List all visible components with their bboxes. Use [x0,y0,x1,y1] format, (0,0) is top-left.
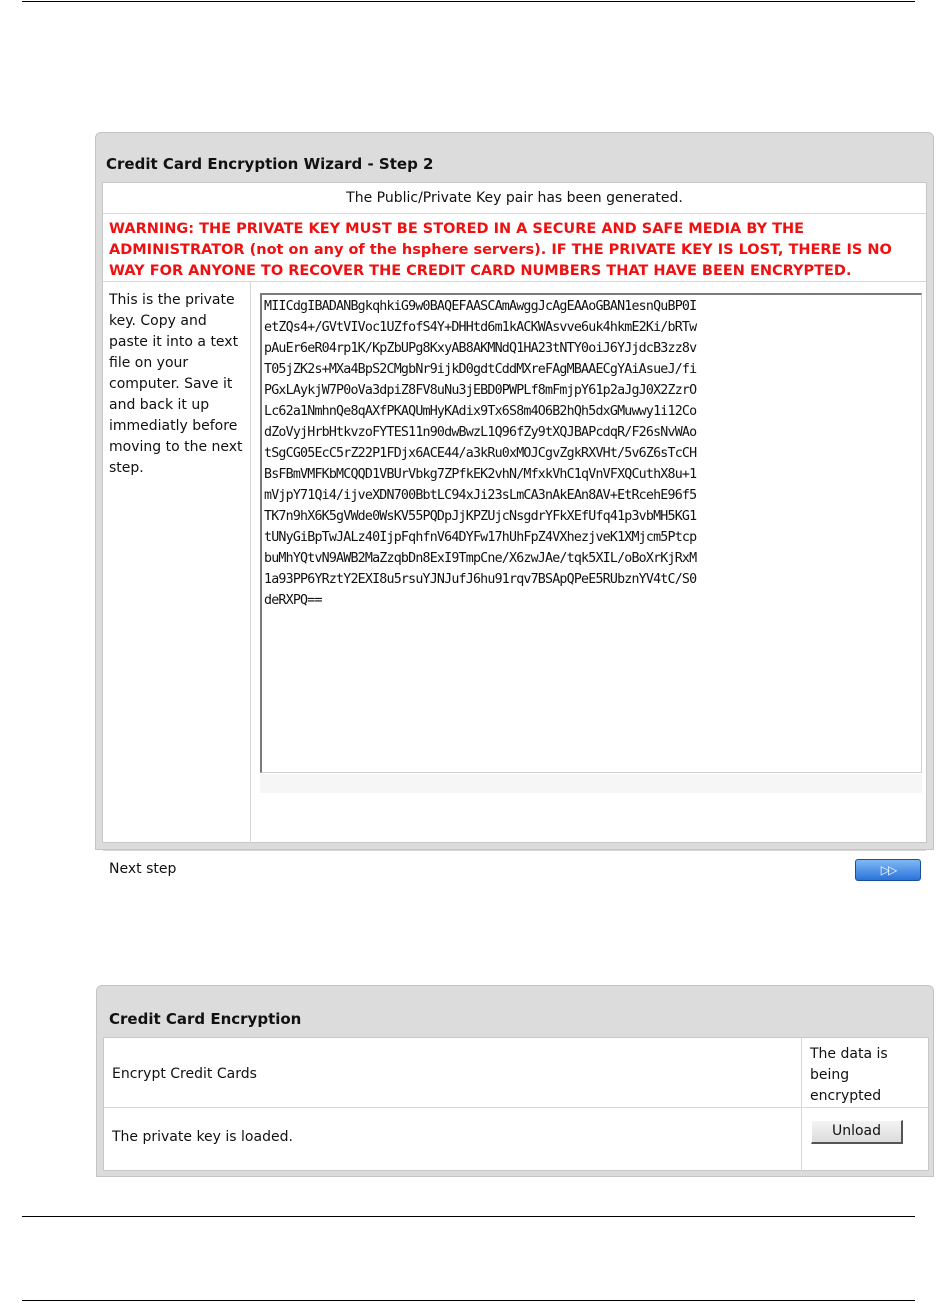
textarea-footer [260,774,922,793]
next-step-button[interactable]: ▷▷ [855,859,921,881]
key-generated-message: The Public/Private Key pair has been generated. [103,183,926,214]
private-key-line: tSgCG05EcC5rZ22P1FDjx6ACE44/a3kRu0xMOJCgvZgkRXVHt/5v6Z6sTcCH [264,446,697,461]
encrypt-credit-cards-label: Encrypt Credit Cards [112,1066,257,1082]
private-key-line: buMhYQtvN9AWB2MaZzqbDn8ExI9TmpCne/X6zwJAe/tqk5XIL/oBoXrKjRxM [264,551,697,566]
private-key-line: BsFBmVMFKbMCQQD1VBUrVbkg7ZPfkEK2vhN/MfxkVhC1qVnVFXQCuthX8u+1 [264,467,697,482]
wizard-title: Credit Card Encryption Wizard - Step 2 [106,155,434,173]
encrypt-row [104,1038,928,1108]
private-key-line: TK7n9hX6K5gVWde0WsKV55PQDpJjKPZUjcNsgdrYFkXEfUfq41p3vbMH5KG1 [264,509,697,524]
credit-card-encryption-panel [96,985,934,1177]
column-divider [801,1038,802,1172]
private-key-line: tUNyGiBpTwJALz40IjpFqhfnV64DYFw17hUhFpZ4VXhezjveK1XMjcm5Ptcp [264,530,697,545]
key-loaded-label: The private key is loaded. [112,1129,293,1145]
encryption-wizard-panel [95,132,934,877]
unload-button[interactable]: Unload [811,1120,903,1144]
footer-rule [22,1216,915,1217]
private-key-line: mVjpY71Qi4/ijveXDN700BbtLC94xJi23sLmCA3nAkEAn8AV+EtRcehE96f5 [264,488,697,503]
private-key-row [103,282,926,850]
private-key-warning: WARNING: THE PRIVATE KEY MUST BE STORED IN A SECURE AND SAFE MEDIA BY THE ADMINISTRATOR (not on any of the hsphere servers). IF THE PRIVATE KEY IS LOST, THERE IS NO WAY FOR ANYONE TO RECOVER THE CREDIT CARD NUMBERS THAT HAVE BEEN ENCRYPTED. [109,221,892,279]
private-key-line: T05jZK2s+MXa4BpS2CMgbNr9ijkD0gdtCddMXreFAgMBAAECgYAiAsueJ/fi [264,362,697,377]
private-key-line: pAuEr6eR04rp1K/KpZbUPg8KxyAB8AKMNdQ1HA23tNTY0oiJ6YJjdcB3zz8v [264,341,697,356]
private-key-line: Lc62a1NmhnQe8qAXfPKAQUmHyKAdix9Tx6S8m4O6B2hQh5dxGMuwwy1i12Co [264,404,697,419]
encryption-body [103,1037,929,1171]
private-key-line: deRXPQ== [264,593,322,608]
private-key-line: 1a93PP6YRztY2EXI8u5rsuYJNJufJ6hu91rqv7BSApQPeE5RUbznYV4tC/S0 [264,572,697,587]
private-key-line: PGxLAykjW7P0oVa3dpiZ8FV8uNu3jEBD0PWPLf8mFmjpY61p2aJgJ0X2ZzrO [264,383,697,398]
column-divider [250,282,251,844]
private-key-line: etZQs4+/GVtVIVoc1UZfofS4Y+DHHtd6m1kACKWAsvve6uk4hkmE2Ki/bRTw [264,320,697,335]
private-key-description: This is the private key. Copy and paste it into a text file on your computer. Save it and back it up immediatly before moving to the next step. [109,292,243,476]
header-rule [22,1,915,2]
next-step-label: Next step [109,861,177,877]
encrypt-status: The data is being encrypted [810,1046,888,1104]
key-status-row [104,1108,928,1172]
wizard-body [102,182,927,877]
encryption-title: Credit Card Encryption [109,1010,302,1028]
private-key-line: dZoVyjHrbHtkvzoFYTES11n90dwBwzL1Q96fZy9tXQJBAPcdqR/F26sNvWAo [264,425,697,440]
private-key-line: MIICdgIBADANBgkqhkiG9w0BAQEFAASCAmAwggJcAgEAAoGBAN1esnQuBP0I [264,299,697,314]
row-divider [103,850,926,851]
warning-row [103,214,926,282]
bottom-rule [22,1300,915,1301]
private-key-textarea[interactable] [260,293,922,773]
